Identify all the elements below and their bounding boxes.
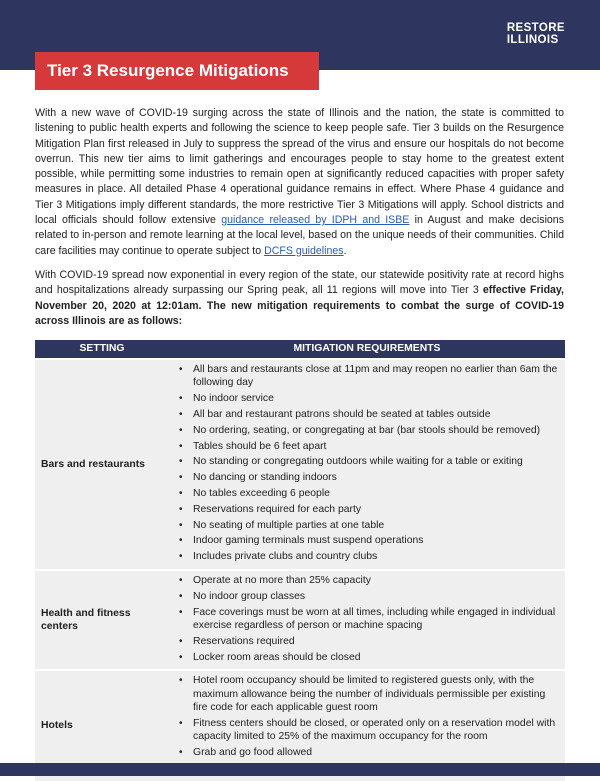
- list-item: • Grab and go food allowed: [193, 746, 559, 759]
- setting-cell: Hotels: [35, 670, 169, 780]
- paragraph-1-text-a: With a new wave of COVID-19 surging across the state of Illinois and the nation, the state is committed to listening to public health experts and following the science to keep people safe. Tier 3 builds on the Resurgence Mitigation Plan first released in July to suppress the spread of the virus and ensure our hospitals do not become overrun. This new tier aims to limit gatherings and encourages people to stay home to the greatest extent possible, while permitting some industries to remain open at significantly reduced capacities with proper safety measures in place. All detailed Phase 4 operational guidance remains in effect. Where Phase 4 guidance and Tier 3 Mitigations imply different standards, the more restrictive Tier 3 Mitigations will apply. School districts and local officials should follow extensive: [35, 107, 564, 227]
- paragraph-2-text: With COVID-19 spread now exponential in every region of the state, our statewide positivity rate at record highs and hospitalizations already surpassing our Spring peak, all 11 regions will move into Tier 3: [35, 268, 564, 297]
- list-item: • Hotel room occupancy should be limited to registered guests only, with the maximum allowance being the number of individuals permissible per existing fire code for each applicable guest room: [193, 674, 559, 714]
- list-item: • No indoor group classes: [193, 590, 559, 603]
- paragraph-1: [35, 106, 564, 259]
- logo-line-2: ILLINOIS: [506, 34, 559, 46]
- list-item: • All bar and restaurant patrons should be seated at tables outside: [193, 408, 559, 421]
- list-item: • Tables should be 6 feet apart: [193, 440, 559, 453]
- list-item: • Locker room areas should be closed: [193, 651, 559, 664]
- intro-text: [35, 106, 564, 338]
- table-header-row: [35, 340, 565, 359]
- paragraph-1-text-c: .: [343, 244, 347, 257]
- list-item: • All bars and restaurants close at 11pm and may reopen no earlier than 6am the following day: [193, 363, 559, 390]
- idph-isbe-guidance-link[interactable]: guidance released by IDPH and ISBE: [221, 214, 410, 227]
- list-item: • No indoor service: [193, 392, 559, 405]
- requirements-list: [177, 363, 559, 564]
- requirements-list: [177, 574, 559, 664]
- table-row: [35, 359, 565, 570]
- paragraph-2-bold: effective Friday, November 20, 2020 at 12:01am. The new mitigation requirements to combat the surge of COVID-19 across Illinois are as follows:: [35, 284, 564, 327]
- table-row: [35, 570, 565, 670]
- page-title: Tier 3 Resurgence Mitigations: [35, 52, 319, 90]
- paragraph-2: [35, 268, 564, 329]
- header-setting: SETTING: [35, 340, 169, 359]
- list-item: • No standing or congregating outdoors while waiting for a table or exiting: [193, 455, 559, 468]
- logo-line-1: RESTORE: [506, 22, 565, 34]
- list-item: • Reservations required for each party: [193, 503, 559, 516]
- dcfs-guidelines-link[interactable]: DCFS guidelines: [264, 244, 344, 257]
- requirements-cell: [169, 359, 565, 570]
- requirements-list: [177, 674, 559, 775]
- setting-cell: Bars and restaurants: [35, 359, 169, 570]
- footer-band: [0, 763, 600, 776]
- list-item: • No dancing or standing indoors: [193, 471, 559, 484]
- paragraph-1-text-b: in August and make decisions related to in-person and remote learning at the local level, based on the unique needs of their communities. Child care facilities may continue to operate subject to: [35, 214, 564, 257]
- header-mitigation-requirements: MITIGATION REQUIREMENTS: [169, 340, 565, 359]
- list-item: • Fitness centers should be closed, or operated only on a reservation model with capacity limited to 25% of the maximum occupancy for the room: [193, 717, 559, 744]
- mitigation-table: [35, 340, 565, 781]
- list-item: • Face coverings must be worn at all times, including while engaged in individual exercise regardless of person or machine spacing: [193, 606, 559, 633]
- list-item: • No tables exceeding 6 people: [193, 487, 559, 500]
- list-item: • Reservations required: [193, 635, 559, 648]
- list-item: • No seating of multiple parties at one table: [193, 519, 559, 532]
- requirements-cell: [169, 570, 565, 670]
- list-item: • Operate at no more than 25% capacity: [193, 574, 559, 587]
- setting-cell: Health and fitness centers: [35, 570, 169, 670]
- list-item: • No ordering, seating, or congregating at bar (bar stools should be removed): [193, 424, 559, 437]
- restore-illinois-logo: [507, 22, 565, 46]
- list-item: • Indoor gaming terminals must suspend operations: [193, 534, 559, 547]
- list-item: • Includes private clubs and country clubs: [193, 550, 559, 563]
